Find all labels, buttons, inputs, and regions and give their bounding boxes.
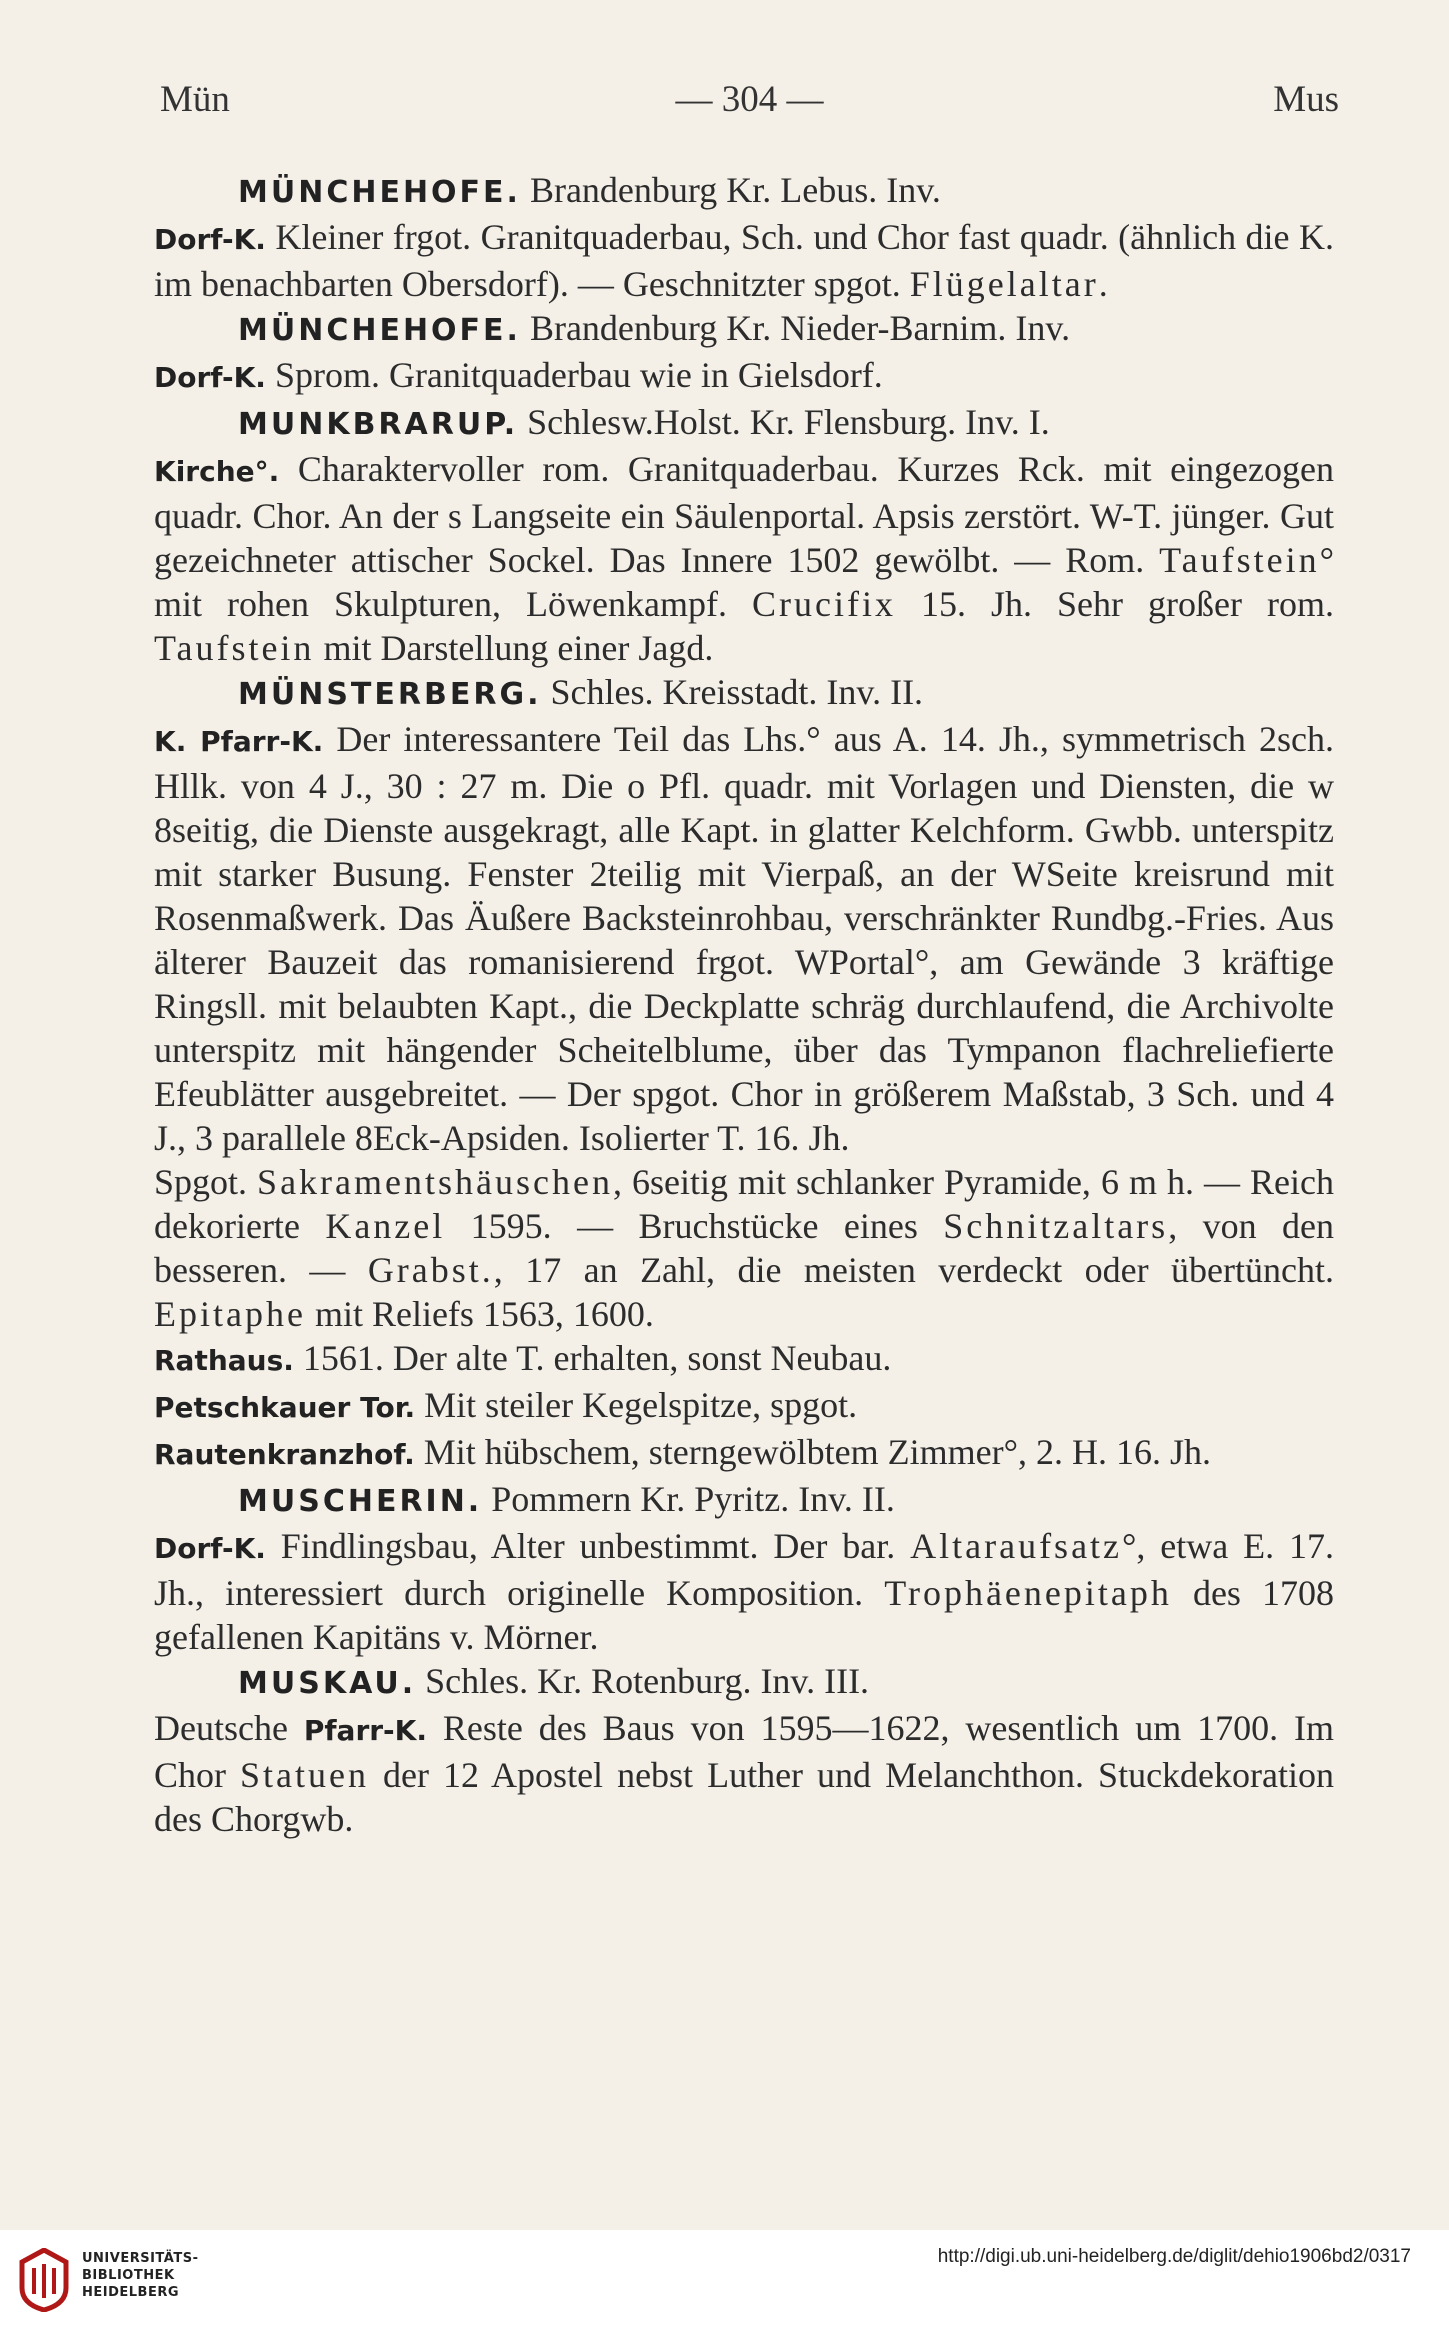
text-segment: Spgot. bbox=[154, 1162, 258, 1202]
entry-paragraph bbox=[154, 717, 1334, 1160]
header-right: Mus bbox=[1273, 79, 1339, 120]
text-segment: mit Reliefs 1563, 1600. bbox=[305, 1294, 654, 1334]
text-segment: Charaktervoller rom. Granitquaderbau. Kurzes Rck. mit eingezogen quadr. Chor. An der s Langseite ein Säulenportal. Apsis zerstört. W-T. jünger. Gut gezeichneter attischer Sockel. Das Innere 1502 gewölbt. — Rom. bbox=[154, 449, 1334, 580]
building-label: Dorf-K. bbox=[154, 1532, 266, 1565]
text-segment: Der interessantere Teil das Lhs.° aus A. 14. Jh., symmetrisch 2sch. Hllk. von 4 J., 30 : 27 m. Die o Pfl. quadr. mit Vorlagen und Diensten, die w 8seitig, die Dienste ausgekragt, alle Kapt. in glatter Kelchform. Gwbb. unterspitz mit starker Busung. Fenster 2teilig mit Vierpaß, an der WSeite kreisrund mit Rosenmaßwerk. Das Äußere Backsteinrohbau, verschränkter Rundbg.-Fries. Aus älterer Bauzeit das romanisierend frgot. WPortal°, am Gewände 3 kräftige Ringsll. mit belaubten Kapt., die Deckplatte schräg durchlaufend, die Archivolte unterspitz mit hängender Scheitelblume, über das Tympanon flachreliefierte Efeublätter ausgebreitet. — Der spgot. Chor in größerem Maßstab, 3 Sch. und 4 J., 3 parallele 8Eck-Apsiden. Isolierter T. 16. Jh. bbox=[154, 719, 1334, 1158]
entry bbox=[154, 1477, 1334, 1659]
building-label: Rathaus. bbox=[154, 1344, 294, 1377]
text-segment: . bbox=[1098, 264, 1108, 304]
text-segment: 15. Jh. Sehr großer rom. bbox=[895, 584, 1334, 624]
building-label: Petschkauer Tor. bbox=[154, 1391, 416, 1424]
place-name: MUSCHERIN. bbox=[238, 1484, 483, 1519]
text-segment: Deutsche bbox=[154, 1708, 304, 1748]
entry-paragraph bbox=[154, 1430, 1334, 1477]
text-segment: Mit hübschem, sterngewölbtem Zimmer°, 2. H. 16. Jh. bbox=[414, 1432, 1212, 1472]
text-segment: Findlingsbau, Alter unbestimmt. Der bar. bbox=[265, 1526, 911, 1566]
text-segment: , 17 an Zahl, die meisten verdeckt oder übertüncht. bbox=[493, 1250, 1334, 1290]
text-segment: Mit steiler Kegelspitze, spgot. bbox=[415, 1385, 858, 1425]
library-name-line: HEIDELBERG bbox=[82, 2285, 180, 2300]
entry-heading-line bbox=[154, 1477, 1334, 1524]
university-library-logo-icon bbox=[18, 2248, 70, 2312]
text-segment: Pommern Kr. Pyritz. Inv. II. bbox=[482, 1479, 895, 1519]
text-segment: Schles. Kr. Rotenburg. Inv. III. bbox=[416, 1661, 870, 1701]
entry-paragraph bbox=[154, 447, 1334, 670]
source-url-link[interactable]: http://digi.ub.uni-heidelberg.de/diglit/dehio1906bd2/0317 bbox=[937, 2246, 1411, 2267]
document-body bbox=[154, 168, 1334, 1841]
building-label: Dorf-K. bbox=[154, 361, 266, 394]
text-segment: mit Darstellung einer Jagd. bbox=[314, 628, 714, 668]
entry-paragraph bbox=[154, 1383, 1334, 1430]
entry-paragraph bbox=[154, 1336, 1334, 1383]
spaced-term: Sakramentshäuschen bbox=[257, 1162, 613, 1202]
text-segment: Brandenburg Kr. Lebus. Inv. bbox=[520, 170, 941, 210]
text-segment: Reste des Baus von 1595—1622, wesentlich um 1700. Im Chor bbox=[154, 1708, 1334, 1795]
place-name: MUSKAU. bbox=[238, 1666, 417, 1701]
entry bbox=[154, 168, 1334, 306]
entry-paragraph bbox=[154, 353, 1334, 400]
spaced-term: Kanzel bbox=[325, 1206, 446, 1246]
building-label: Dorf-K. bbox=[154, 223, 266, 256]
spaced-term: Schnitzaltars bbox=[943, 1206, 1169, 1246]
text-segment: Schles. Kreisstadt. Inv. II. bbox=[541, 672, 924, 712]
place-name: MÜNCHEHOFE. bbox=[238, 175, 521, 210]
header-left: Mün bbox=[160, 79, 230, 120]
text-segment: , 6seitig mit schlanker Pyramide, 6 m h. — Reich dekorierte bbox=[154, 1162, 1334, 1246]
spaced-term: Taufstein bbox=[154, 628, 315, 668]
spaced-term: Crucifix bbox=[751, 584, 896, 624]
place-name: MÜNCHEHOFE. bbox=[238, 313, 521, 348]
spaced-term: Statuen bbox=[240, 1755, 370, 1795]
entry bbox=[154, 1659, 1334, 1841]
building-label: Kirche°. bbox=[154, 455, 280, 488]
spaced-term: Altaraufsatz bbox=[910, 1526, 1123, 1566]
spaced-term: Taufstein bbox=[1159, 540, 1320, 580]
place-name: MÜNSTERBERG. bbox=[238, 677, 542, 712]
entry-paragraph bbox=[154, 215, 1334, 306]
spaced-term: Epitaphe bbox=[154, 1294, 306, 1334]
text-segment: Sprom. Granitquaderbau wie in Gielsdorf. bbox=[265, 355, 883, 395]
building-label: K. Pfarr-K. bbox=[154, 725, 324, 758]
text-segment: der 12 Apostel nebst Luther und Melanchthon. Stuckdekoration des Chorgwb. bbox=[154, 1755, 1335, 1839]
text-segment: °, etwa E. 17. Jh., interessiert durch originelle Komposition. bbox=[154, 1526, 1334, 1613]
text-segment: , von den besseren. — bbox=[154, 1206, 1334, 1290]
library-name-line: UNIVERSITÄTS- bbox=[82, 2251, 199, 2266]
text-segment: des 1708 gefallenen Kapitäns v. Mörner. bbox=[154, 1573, 1334, 1657]
text-segment: Schlesw.Holst. Kr. Flensburg. Inv. I. bbox=[518, 402, 1050, 442]
entry-heading-line bbox=[154, 168, 1334, 215]
entry bbox=[154, 670, 1334, 1477]
spaced-term: Trophäenepitaph bbox=[884, 1573, 1172, 1613]
text-segment: Kleiner frgot. Granitquaderbau, Sch. und Chor fast quadr. (ähnlich die K. im benachbarten Obersdorf). — Geschnitzter spgot. bbox=[154, 217, 1334, 304]
text-segment: Brandenburg Kr. Nieder-Barnim. Inv. bbox=[520, 308, 1071, 348]
entry-paragraph bbox=[154, 1160, 1334, 1336]
entry-heading-line bbox=[154, 400, 1334, 447]
entry bbox=[154, 306, 1334, 400]
entry-paragraph bbox=[154, 1524, 1334, 1659]
text-segment: 1561. Der alte T. erhalten, sonst Neubau. bbox=[293, 1338, 892, 1378]
entry bbox=[154, 400, 1334, 670]
building-label: Pfarr-K. bbox=[303, 1714, 428, 1747]
entry-heading-line bbox=[154, 1659, 1334, 1706]
entry-heading-line bbox=[154, 670, 1334, 717]
entry-heading-line bbox=[154, 306, 1334, 353]
library-name-line: BIBLIOTHEK bbox=[82, 2268, 175, 2283]
page-number: — 304 — bbox=[675, 79, 824, 120]
spaced-term: Flügelaltar bbox=[909, 264, 1099, 304]
library-name bbox=[82, 2250, 198, 2301]
text-segment: ° mit rohen Skulpturen, Löwenkampf. bbox=[154, 540, 1334, 624]
text-segment: 1595. — Bruchstücke eines bbox=[445, 1206, 944, 1246]
place-name: MUNKBRARUP. bbox=[238, 407, 519, 442]
entry-paragraph bbox=[154, 1706, 1334, 1841]
spaced-term: Grabst. bbox=[367, 1250, 494, 1290]
building-label: Rautenkranzhof. bbox=[154, 1438, 415, 1471]
